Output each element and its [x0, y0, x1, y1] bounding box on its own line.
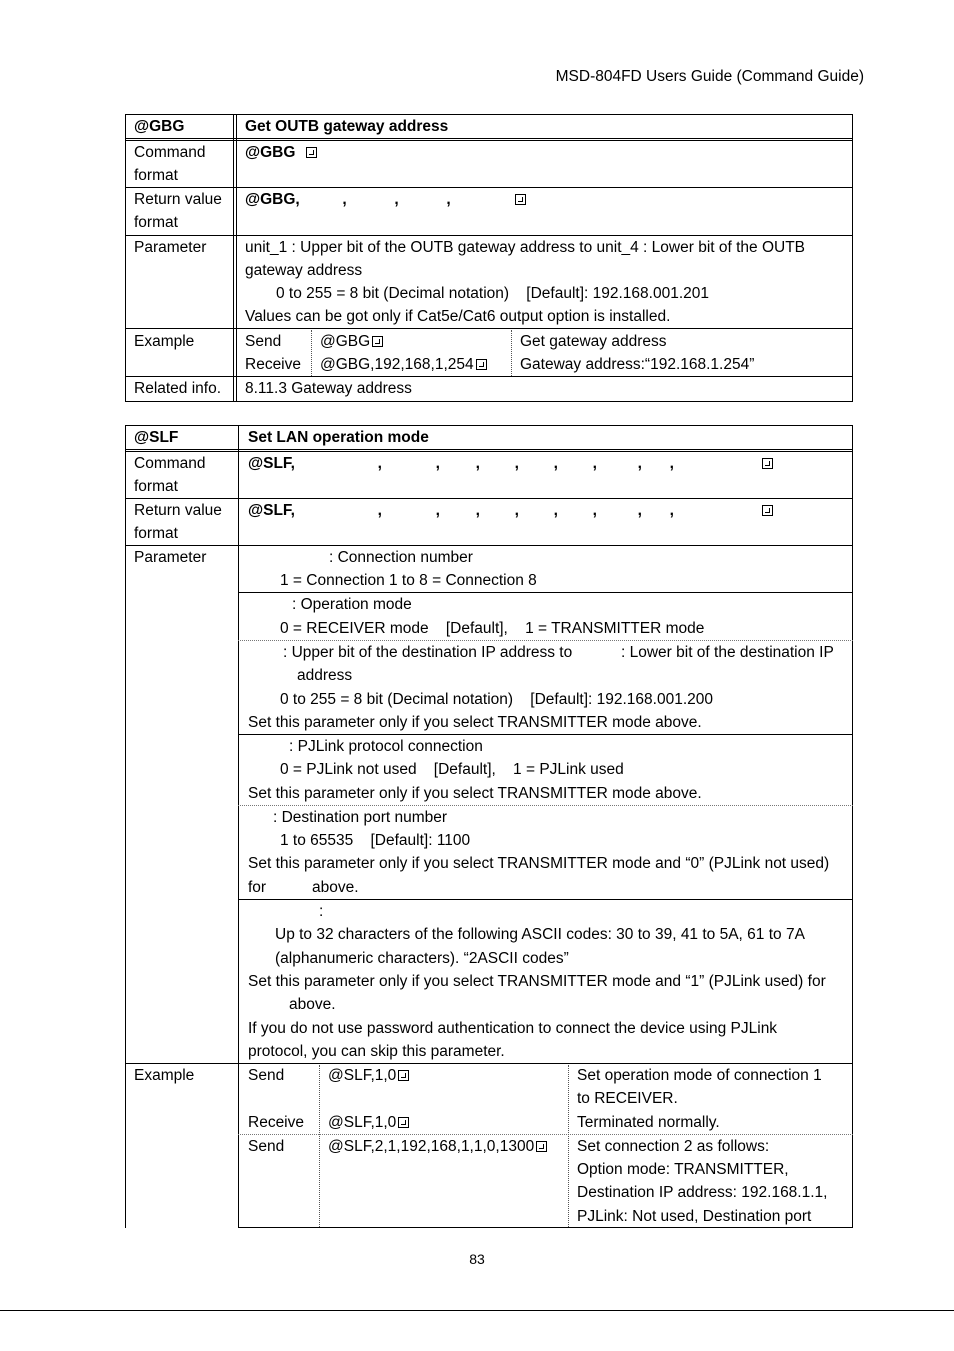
- slf-param-line: above.: [312, 879, 359, 896]
- enter-key-icon: [762, 505, 773, 516]
- page-header: MSD-804FD Users Guide (Command Guide): [555, 68, 864, 85]
- slf-param-line: : Connection number: [329, 549, 473, 566]
- slf-param-line: Set this parameter only if you select TRANSMITTER mode and “1” (PJLink used) for: [248, 973, 826, 990]
- gbg-receive-value: @GBG,192,168,1,254: [320, 353, 487, 376]
- slf-ex1-send-value: @SLF,1,0: [328, 1064, 409, 1087]
- gbg-related-label: Related info.: [134, 380, 222, 397]
- page-number: 83: [469, 1251, 485, 1267]
- slf-param-line: 0 = RECEIVER mode [Default], 1 = TRANSMITTER mode: [280, 620, 705, 637]
- gbg-command-code: @GBG: [134, 118, 185, 135]
- slf-ex1-receive-desc: Terminated normally.: [577, 1114, 720, 1131]
- gbg-receive-label: Receive: [245, 356, 301, 373]
- slf-param-line: for: [248, 879, 267, 896]
- slf-ex2-send-label: Send: [248, 1138, 285, 1155]
- slf-ex1-receive-label: Receive: [248, 1114, 304, 1131]
- slf-param-line: If you do not use password authentication to connect the device using PJLink: [248, 1020, 778, 1037]
- slf-param-line: Up to 32 characters of the following ASCII codes: 30 to 39, 41 to 5A, 61 to 7A: [275, 926, 805, 943]
- gbg-send-label: Send: [245, 333, 282, 350]
- slf-param-line: Set this parameter only if you select TRANSMITTER mode above.: [248, 714, 702, 731]
- slf-ex1-receive-value: @SLF,1,0: [328, 1111, 409, 1134]
- slf-param-line: : Operation mode: [292, 596, 412, 613]
- slf-param-line: : PJLink protocol connection: [289, 738, 483, 755]
- slf-ex1-desc: Set operation mode of connection 1: [577, 1067, 822, 1084]
- enter-key-icon: [398, 1070, 409, 1081]
- slf-example-label: Example: [134, 1067, 195, 1084]
- gbg-param-line: unit_1 : Upper bit of the OUTB gateway address to unit_4 : Lower bit of the OUTB: [245, 239, 806, 256]
- gbg-param-line: Values can be got only if Cat5e/Cat6 output option is installed.: [245, 308, 671, 325]
- slf-command-title: Set LAN operation mode: [248, 429, 429, 446]
- enter-key-icon: [762, 458, 773, 469]
- slf-ex1-desc: to RECEIVER.: [577, 1090, 678, 1107]
- slf-param-line: Set this parameter only if you select TRANSMITTER mode above.: [248, 785, 702, 802]
- slf-param-line: : Upper bit of the destination IP address to: [283, 644, 573, 661]
- slf-param-line: protocol, you can skip this parameter.: [248, 1043, 505, 1060]
- slf-cmd-label-2: format: [134, 478, 178, 495]
- gbg-command-title: Get OUTB gateway address: [245, 118, 449, 135]
- slf-ex2-desc: Destination IP address: 192.168.1.1,: [577, 1184, 828, 1201]
- slf-param-line: : Destination port number: [273, 809, 448, 826]
- slf-param-line: (alphanumeric characters). “2ASCII codes”: [275, 950, 569, 967]
- slf-param-line: Set this parameter only if you select TRANSMITTER mode and “0” (PJLink not used): [248, 855, 830, 872]
- slf-ret-label: Return value: [134, 502, 222, 519]
- slf-param-line: : Lower bit of the destination IP: [621, 644, 834, 661]
- gbg-cmd-label-2: format: [134, 167, 178, 184]
- footer-rule: [0, 1310, 954, 1311]
- slf-ex2-desc: Option mode: TRANSMITTER,: [577, 1161, 789, 1178]
- gbg-ret-label-2: format: [134, 214, 178, 231]
- slf-param-line: :: [319, 903, 324, 920]
- gbg-param-label: Parameter: [134, 239, 207, 256]
- enter-key-icon: [476, 359, 487, 370]
- slf-ex1-send-label: Send: [248, 1067, 285, 1084]
- enter-key-icon: [372, 336, 383, 347]
- gbg-ret-label: Return value: [134, 191, 222, 208]
- gbg-param-line: gateway address: [245, 262, 363, 279]
- slf-param-line: above.: [289, 996, 336, 1013]
- slf-ex2-send-value: @SLF,2,1,192,168,1,1,0,1300: [328, 1135, 547, 1158]
- slf-ret-value: @SLF, , , , , , , , ,: [248, 499, 773, 522]
- gbg-send-value: @GBG: [320, 330, 383, 353]
- enter-key-icon: [515, 194, 526, 205]
- slf-ex2-desc: PJLink: Not used, Destination port: [577, 1208, 812, 1225]
- gbg-example-label: Example: [134, 333, 195, 350]
- slf-param-line: 0 = PJLink not used [Default], 1 = PJLink used: [280, 761, 624, 778]
- slf-param-line: 1 = Connection 1 to 8 = Connection 8: [280, 572, 537, 589]
- gbg-cmd-label: Command: [134, 144, 206, 161]
- slf-param-line: 1 to 65535 [Default]: 1100: [280, 832, 471, 849]
- slf-ex2-desc: Set connection 2 as follows:: [577, 1138, 770, 1155]
- slf-command-code: @SLF: [134, 429, 179, 446]
- slf-param-line: address: [297, 667, 353, 684]
- gbg-param-line: 0 to 255 = 8 bit (Decimal notation) [Default]: 192.168.001.201: [276, 285, 709, 302]
- slf-ret-label-2: format: [134, 525, 178, 542]
- gbg-cmd-value: @GBG: [245, 141, 317, 164]
- gbg-related-value: 8.11.3 Gateway address: [245, 380, 412, 397]
- gbg-receive-desc: Gateway address:“192.168.1.254”: [520, 356, 755, 373]
- slf-param-line: 0 to 255 = 8 bit (Decimal notation) [Default]: 192.168.001.200: [280, 691, 713, 708]
- slf-cmd-value: @SLF, , , , , , , , ,: [248, 452, 773, 475]
- slf-cmd-label: Command: [134, 455, 206, 472]
- enter-key-icon: [536, 1141, 547, 1152]
- gbg-ret-value: @GBG, , , ,: [245, 188, 526, 211]
- enter-key-icon: [398, 1117, 409, 1128]
- gbg-send-desc: Get gateway address: [520, 333, 667, 350]
- enter-key-icon: [306, 147, 317, 158]
- slf-param-label: Parameter: [134, 549, 207, 566]
